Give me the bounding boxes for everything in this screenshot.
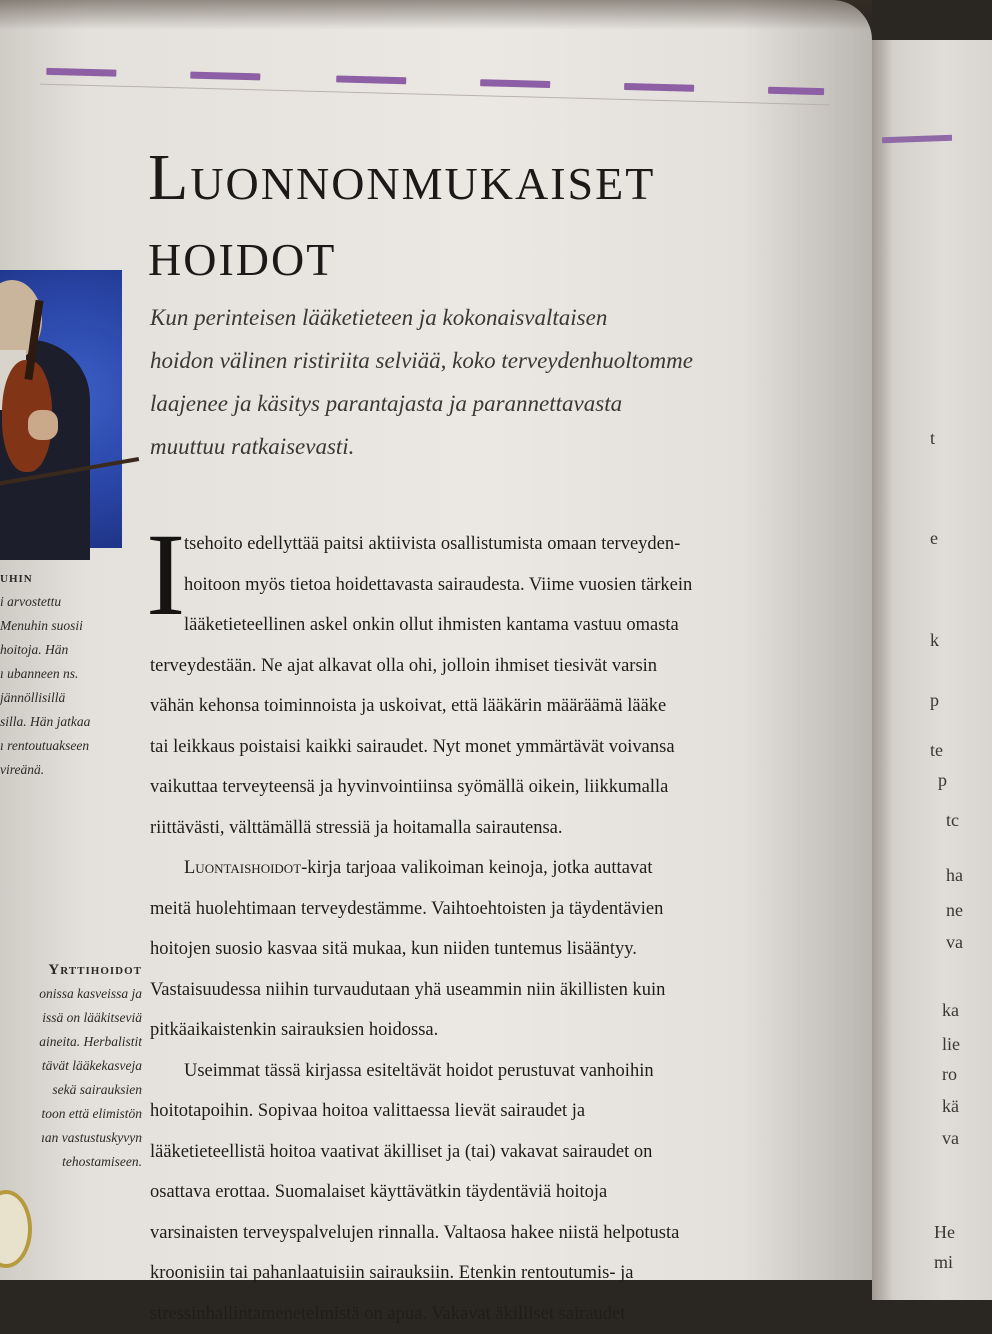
caption-heading: uhin	[0, 570, 33, 586]
caption-line: tävät lääkekasveja	[0, 1054, 142, 1078]
caption-line: ı ubanneen ns.	[0, 662, 122, 686]
caption-line: issä on lääkitseviä	[0, 1006, 142, 1030]
caption-line: sekä sairauksien	[0, 1078, 142, 1102]
body-line: hoitotapoihin. Sopivaa hoitoa valittaessa lievät sairaudet ja	[150, 1091, 840, 1132]
caption-line: Menuhin suosii	[0, 614, 122, 638]
fragment: ha	[946, 865, 963, 886]
body-line: osattava erottaa. Suomalaiset käyttävätkin täydentäviä hoitoja	[150, 1172, 840, 1213]
body-line: varsinaisten terveyspalvelujen rinnalla. Valtaosa hakee niistä helpotusta	[150, 1213, 840, 1254]
caption-line: jännöllisillä	[0, 686, 122, 710]
body-line: hoitoon myös tietoa hoidettavasta sairaudesta. Viime vuosien tärkein	[150, 565, 840, 606]
drop-cap: I	[146, 516, 185, 634]
caption-line: hoitoja. Hän	[0, 638, 122, 662]
body-line: hoitojen suosio kasvaa sitä mukaa, kun niiden tuntemus lisääntyy.	[150, 929, 840, 970]
caption-line: vireänä.	[0, 758, 122, 782]
fragment: e	[930, 528, 938, 549]
fragment: tc	[946, 810, 959, 831]
body-text-fragment: -kirja tarjoaa valikoiman keinoja, jotka auttavat	[301, 858, 652, 878]
sidebar-caption	[0, 958, 142, 1174]
caption-line: onissa kasveissa ja	[0, 982, 142, 1006]
caption-line: silla. Hän jatkaa	[0, 710, 122, 734]
body-line: riittävästi, välttämällä stressiä ja hoitamalla sairautensa.	[150, 808, 840, 849]
title-line: Luonnonmukaiset	[148, 140, 655, 216]
caption-line: ıan vastustuskyvyn	[0, 1126, 142, 1150]
caption-heading: Yrttihoidot	[0, 958, 142, 982]
fragment: k	[930, 630, 939, 651]
decorative-dash	[882, 135, 952, 143]
fragment: p	[930, 690, 939, 711]
fragment: ne	[946, 900, 963, 921]
fragment: mi	[934, 1252, 953, 1273]
lead-line: laajenee ja käsitys parantajasta ja parannettavasta	[150, 382, 830, 425]
body-line	[150, 848, 840, 889]
caption-line: aineita. Herbalistit	[0, 1030, 142, 1054]
fragment: va	[942, 1128, 959, 1149]
body-line: Vastaisuudessa niihin turvaudutaan yhä useammin niin äkillisten kuin	[150, 970, 840, 1011]
body-line: vähän kehonsa toiminnoista ja uskoivat, että lääkärin määräämä lääke	[150, 686, 840, 727]
caption-line: tehostamiseen.	[0, 1150, 142, 1174]
decorative-emblem	[0, 1190, 32, 1268]
book-title: Luontaishoidot	[184, 858, 301, 878]
decorative-dash-rule	[40, 60, 831, 121]
body-line: terveydestään. Ne ajat alkavat olla ohi, jolloin ihmiset tiesivät varsin	[150, 646, 840, 687]
body-line: meitä huolehtimaan terveydestämme. Vaihtoehtoisten ja täydentävien	[150, 889, 840, 930]
caption-line: ı rentoutuakseen	[0, 734, 122, 758]
body-text	[150, 524, 840, 1334]
page-title	[148, 140, 655, 292]
photo-caption	[0, 566, 122, 782]
body-line: lääketieteellinen askel onkin ollut ihmisten kantama vastuu omasta	[150, 605, 840, 646]
lead-paragraph	[150, 296, 830, 468]
fragment: lie	[942, 1034, 960, 1055]
caption-line: i arvostettu	[0, 590, 122, 614]
fragment: He	[934, 1222, 955, 1243]
title-line: hoidot	[148, 216, 655, 292]
caption-line: toon että elimistön	[0, 1102, 142, 1126]
fragment: ka	[942, 1000, 959, 1021]
body-line: vaikuttaa terveyteensä ja hyvinvointiinsa syömällä oikein, liikkumalla	[150, 767, 840, 808]
body-line: pitkäaikaistenkin sairauksien hoidossa.	[150, 1010, 840, 1051]
violinist-photo	[0, 270, 122, 548]
page-shadow	[0, 0, 872, 30]
body-line: lääketieteellistä hoitoa vaativat äkilliset ja (tai) vakavat sairaudet on	[150, 1132, 840, 1173]
lead-line: Kun perinteisen lääketieteen ja kokonaisvaltaisen	[150, 296, 830, 339]
fragment: t	[930, 428, 935, 449]
fragment: ro	[942, 1064, 957, 1085]
body-line: tai leikkaus poistaisi kaikki sairaudet. Nyt monet ymmärtävät voivansa	[150, 727, 840, 768]
body-line: stressinhallintamenetelmistä on apua. Vakavat äkilliset sairaudet	[150, 1294, 840, 1334]
lead-line: hoidon välinen ristiriita selviää, koko terveydenhuoltomme	[150, 339, 830, 382]
fragment: va	[946, 932, 963, 953]
fragment: te	[930, 740, 943, 761]
fragment: p	[938, 770, 947, 791]
body-line: kroonisiin tai pahanlaatuisiin sairauksiin. Etenkin rentoutumis- ja	[150, 1253, 840, 1294]
body-line: tsehoito edellyttää paitsi aktiivista osallistumista omaan terveyden-	[150, 524, 840, 565]
adjacent-page	[872, 40, 992, 1300]
lead-line: muuttuu ratkaisevasti.	[150, 425, 830, 468]
fragment: kä	[942, 1096, 959, 1117]
body-line: Useimmat tässä kirjassa esiteltävät hoidot perustuvat vanhoihin	[150, 1051, 840, 1092]
